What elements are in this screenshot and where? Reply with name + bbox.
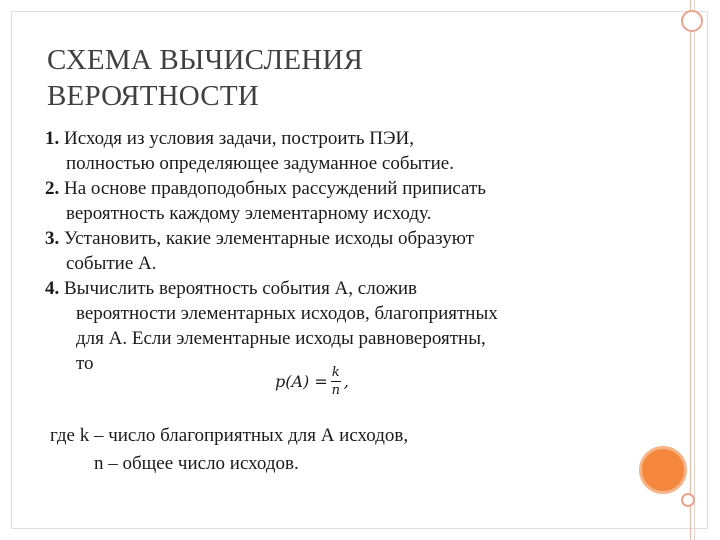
formula-numerator: k <box>331 365 340 380</box>
step-text: На основе правдоподобных рассуждений приписать <box>64 178 486 199</box>
formula-trail: , <box>343 372 349 391</box>
formula-legend <box>50 422 610 478</box>
slide-title <box>47 42 647 114</box>
decor-circle-top <box>681 10 703 32</box>
title-line-2: ВЕРОЯТНОСТИ <box>47 80 259 112</box>
decor-circle-small <box>681 493 695 507</box>
step-3 <box>45 226 645 276</box>
decor-circle-orange <box>639 446 687 494</box>
step-text: вероятность каждому элементарному исходу. <box>66 203 432 224</box>
formula-fraction <box>331 365 341 398</box>
step-text: для А. Если элементарные исходы равновероятны, <box>76 328 486 349</box>
probability-formula <box>275 365 349 398</box>
step-text: полностью определяющее задуманное событие. <box>66 153 454 174</box>
step-number: 3. <box>45 228 60 249</box>
formula-lhs: p(A) = <box>275 372 328 391</box>
step-text: событие А. <box>66 253 157 274</box>
legend-line-1: где k – число благоприятных для А исходов, <box>50 425 409 446</box>
steps-list <box>45 126 645 376</box>
step-text: вероятности элементарных исходов, благоприятных <box>76 303 498 324</box>
step-number: 4. <box>45 278 60 299</box>
step-1 <box>45 126 645 176</box>
step-text: Установить, какие элементарные исходы образуют <box>64 228 474 249</box>
legend-line-2: n – общее число исходов. <box>94 453 299 474</box>
right-decor-rule-inner <box>694 0 695 540</box>
step-2 <box>45 176 645 226</box>
step-number: 1. <box>45 128 60 149</box>
step-4 <box>45 276 645 376</box>
fraction-bar <box>331 381 341 382</box>
step-number: 2. <box>45 178 60 199</box>
title-line-1: СХЕМА ВЫЧИСЛЕНИЯ <box>47 44 364 76</box>
right-decor-rule <box>690 0 691 540</box>
step-text: Вычислить вероятность события А, сложив <box>64 278 417 299</box>
step-text: Исходя из условия задачи, построить ПЭИ, <box>64 128 414 149</box>
step-text: то <box>76 353 94 374</box>
formula-denominator: n <box>331 383 340 398</box>
